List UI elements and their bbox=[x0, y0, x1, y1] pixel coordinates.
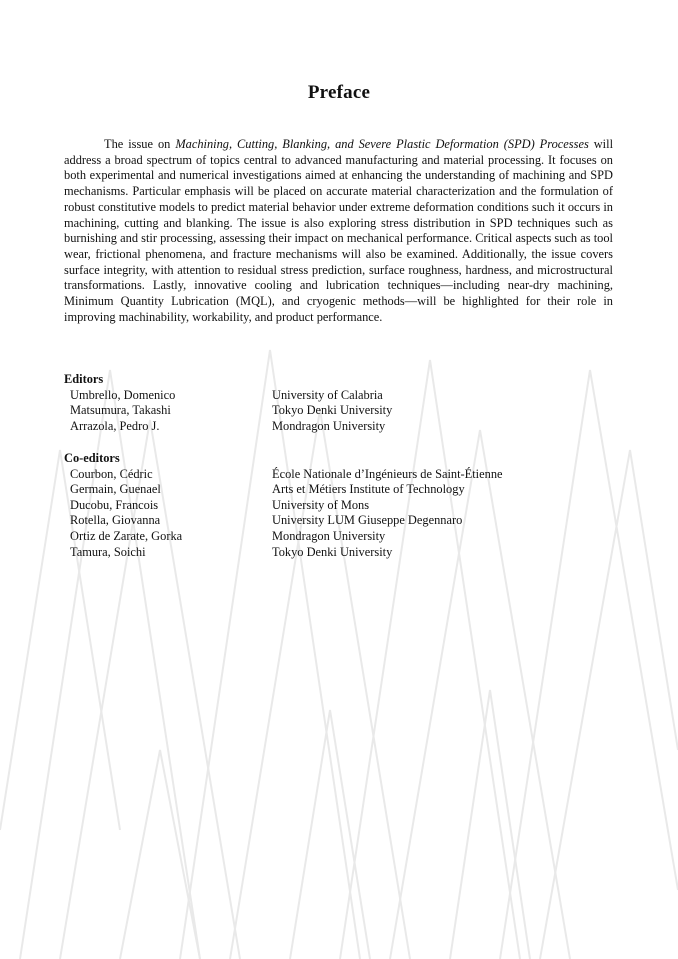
coeditor-name: Ducobu, Francois bbox=[70, 497, 159, 512]
editor-row bbox=[64, 419, 624, 435]
coeditor-name: Courbon, Cédric bbox=[70, 466, 153, 481]
coeditors-heading: Co-editors bbox=[64, 451, 120, 465]
coeditor-row bbox=[64, 498, 624, 514]
coeditor-affiliation: Arts et Métiers Institute of Technology bbox=[272, 482, 465, 497]
editor-affiliation: Tokyo Denki University bbox=[272, 403, 393, 418]
coeditor-row bbox=[64, 482, 624, 498]
coeditor-name: Ortiz de Zarate, Gorka bbox=[70, 528, 183, 543]
editors-heading: Editors bbox=[64, 372, 104, 386]
editor-name: Arrazola, Pedro J. bbox=[70, 418, 160, 433]
intro-body: will address a broad spectrum of topics central to advanced manufacturing and material processing. It focuses on both experimental and numerical investigations aimed at enhancing the understanding of machining and SPD mechanisms. Particular emphasis will be placed on accurate material characterization and the formulation of robust constitutive models to predict material behavior under extreme deformation conditions such it occurs in machining, cutting and blanking. The issue is also exploring stress distribution in SPD techniques such as burnishing and stir processing, assessing their impact on mechanical performance. Critical aspects such as tool wear, frictional phenomena, and fracture mechanisms will also be examined. Additionally, the issue covers surface integrity, with attention to residual stress prediction, surface roughness, hardness, and microstructural transformations. Lastly, innovative cooling and lubrication techniques—including near-dry machining, Minimum Quantity Lubrication (MQL), and cryogenic methods—will be highlighted for their role in improving machinability, workability, and product performance. bbox=[64, 137, 614, 324]
issue-title: Machining, Cutting, Blanking, and Severe Plastic Deformation (SPD) Processes bbox=[175, 137, 589, 151]
editor-name: Umbrello, Domenico bbox=[70, 387, 176, 402]
editor-affiliation: University of Calabria bbox=[272, 387, 383, 402]
coeditor-name: Rotella, Giovanna bbox=[70, 513, 161, 528]
editor-affiliation: Mondragon University bbox=[272, 418, 386, 433]
editor-name: Matsumura, Takashi bbox=[70, 403, 171, 418]
preface-paragraph bbox=[64, 137, 613, 325]
editor-row bbox=[64, 388, 624, 404]
coeditor-name: Germain, Guenael bbox=[70, 482, 161, 497]
coeditor-row bbox=[64, 545, 624, 561]
coeditor-row bbox=[64, 513, 624, 529]
editor-row bbox=[64, 403, 624, 419]
coeditor-affiliation: University of Mons bbox=[272, 497, 370, 512]
coeditor-row bbox=[64, 529, 624, 545]
editors-section bbox=[64, 372, 624, 434]
coeditor-name: Tamura, Soichi bbox=[70, 544, 146, 559]
intro-lead: The issue on bbox=[104, 137, 176, 151]
coeditor-affiliation: University LUM Giuseppe Degennaro bbox=[272, 513, 463, 528]
coeditor-affiliation: Mondragon University bbox=[272, 528, 386, 543]
page-title: Preface bbox=[307, 82, 371, 103]
coeditor-affiliation: École Nationale d’Ingénieurs de Saint-Étienne bbox=[272, 466, 503, 481]
coeditors-section bbox=[64, 451, 624, 560]
coeditor-row bbox=[64, 467, 624, 483]
coeditor-affiliation: Tokyo Denki University bbox=[272, 544, 393, 559]
